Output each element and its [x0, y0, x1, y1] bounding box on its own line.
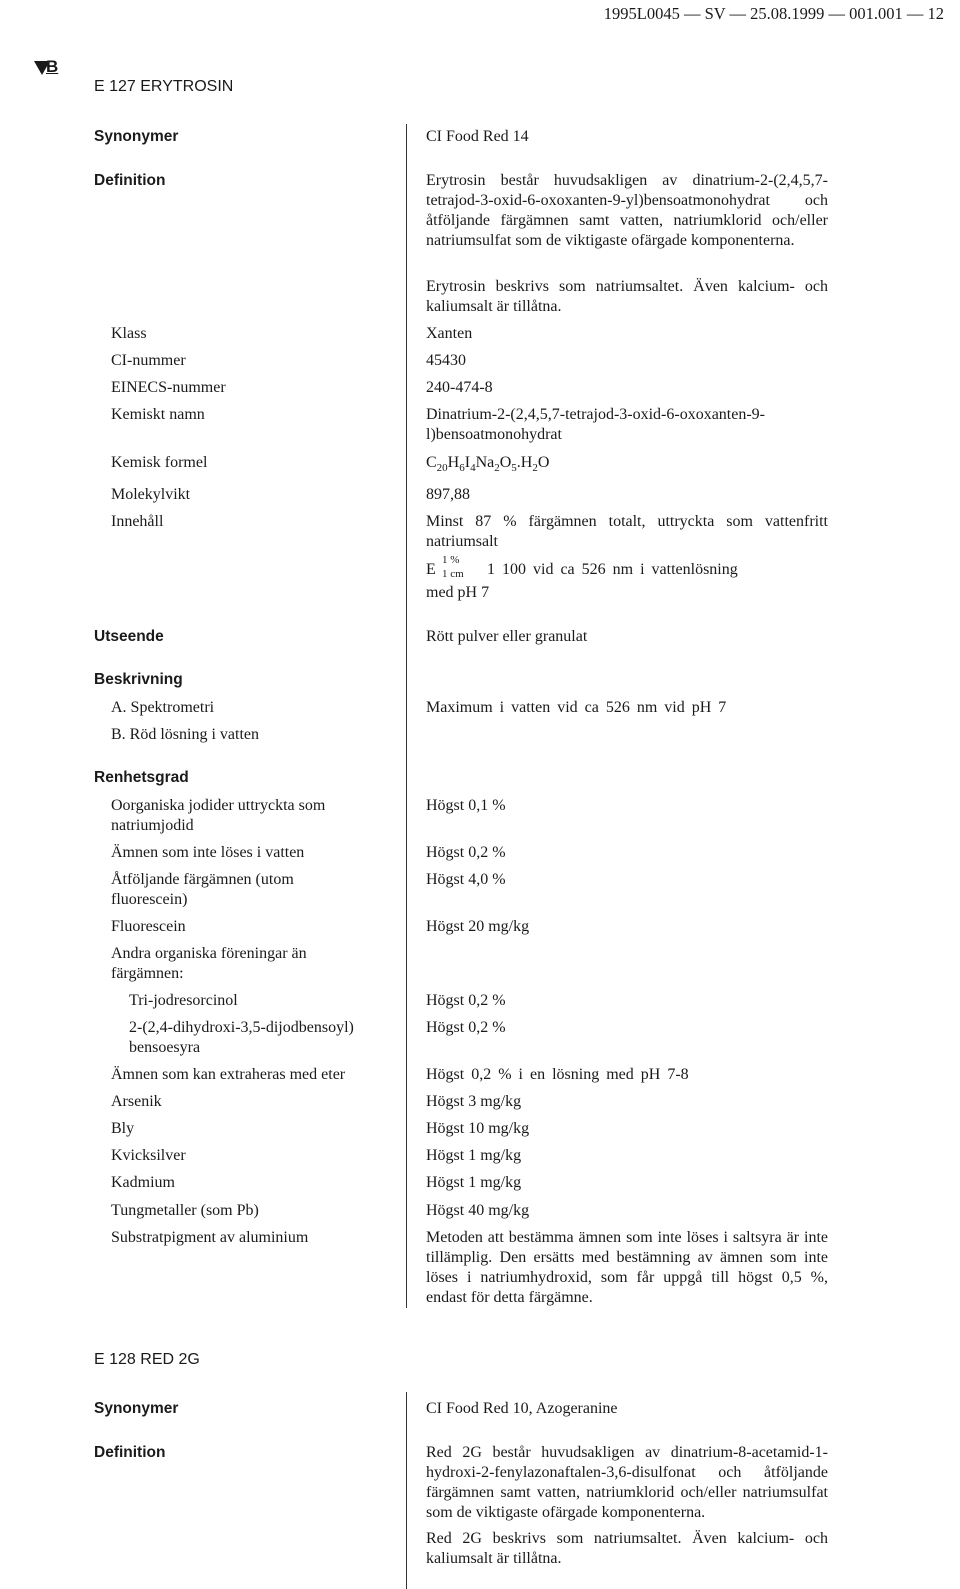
purity-item-label: Arsenik	[111, 1093, 162, 1110]
chemical-formula-label: Kemisk formel	[111, 454, 208, 471]
chemical-formula-value: $C_{20}H_6I_4Na_2O_5.H_2O$	[426, 454, 550, 475]
purity-item-label: Ämnen som inte löses i vatten	[111, 844, 305, 861]
ci-number-label: CI-nummer	[111, 352, 186, 369]
purity-item-label: 2-(2,4-dihydroxi-3,5-dijodbensoyl) bensoesyra	[129, 1019, 354, 1056]
synonymer-value: CI Food Red 10, Azogeranine	[426, 1400, 618, 1417]
purity-item-value: Metoden att bestämma ämnen som inte löses i saltsyra är inte tillämplig. Den ersätts med bestämning av ämnen som inte löses i natriumhydroxid, som får uppgå till högst 0,5 %, endast för detta färgämne.	[426, 1229, 828, 1306]
purity-item-value: Högst 1 mg/kg	[426, 1174, 522, 1191]
chemical-name-value: Dinatrium-2-(2,4,5,7-tetrajod-3-oxid-6-oxoxanten-9-l)bensoatmonohydrat	[426, 406, 766, 443]
purity-item-value: Högst 0,2 %	[426, 992, 506, 1009]
purity-item-value: Högst 0,1 %	[426, 797, 506, 814]
synonymer-value: CI Food Red 14	[426, 128, 529, 145]
appearance-value: Rött pulver eller granulat	[426, 628, 588, 645]
purity-item-label: Kvicksilver	[111, 1147, 186, 1164]
einecs-value: 240-474-8	[426, 379, 493, 396]
purity-item-label: Fluorescein	[111, 918, 186, 935]
molecular-weight-value: 897,88	[426, 486, 470, 503]
klass-label: Klass	[111, 325, 147, 342]
content-value: Minst 87 % färgämnen totalt, uttryckta som vattenfritt natriumsalt	[426, 513, 828, 550]
column-divider	[406, 1392, 407, 1589]
definition-paragraph-2: Red 2G beskrivs som natriumsaltet. Även kalcium- och kaliumsalt är tillåtna.	[426, 1530, 828, 1567]
synonymer-label: Synonymer	[94, 128, 179, 145]
purity-item-value: Högst 0,2 % i en lösning med pH 7-8	[426, 1066, 689, 1083]
definition-label: Definition	[94, 172, 166, 189]
purity-item-label: Ämnen som kan extraheras med eter	[111, 1066, 346, 1083]
definition-paragraph-1: Red 2G består huvudsakligen av dinatrium-8-acetamid-1-hydroxi-2-fenylazonaftalen-3,6-disulfonat och åtföljande färgämnen samt vatten, natriumklorid och/eller natriumsulfat som de viktigaste ofärgade komponenterna.	[426, 1444, 828, 1521]
purity-item-value: Högst 10 mg/kg	[426, 1120, 530, 1137]
purity-item-label: Tungmetaller (som Pb)	[111, 1202, 259, 1219]
definition-paragraph-2: Erytrosin beskrivs som natriumsaltet. Även kalcium- och kaliumsalt är tillåtna.	[426, 278, 828, 315]
purity-item-value: Högst 4,0 %	[426, 871, 506, 888]
klass-value: Xanten	[426, 325, 473, 342]
extinction-symbol: E	[426, 561, 436, 578]
ci-number-value: 45430	[426, 352, 466, 369]
extinction-subscript: 1 cm	[442, 568, 464, 580]
purity-item-label: Oorganiska jodider uttryckta som natriumjodid	[111, 797, 326, 834]
purity-item-label: Bly	[111, 1120, 135, 1137]
purity-item-label: Substratpigment av aluminium	[111, 1229, 309, 1246]
definition-paragraph-1: Erytrosin består huvudsakligen av dinatrium-2-(2,4,5,7-tetrajod-3-oxid-6-oxoxanten-9-yl)bensoatmonohydrat och åtföljande färgämnen samt vatten, natriumklorid och/eller natriumsulfat som de viktigaste ofärgade komponenterna.	[426, 172, 828, 249]
extinction-superscript: 1 %	[442, 554, 460, 566]
purity-item-label: Åtföljande färgämnen (utom fluorescein)	[111, 871, 294, 908]
spectrometry-label: A. Spektrometri	[111, 699, 215, 716]
spectrometry-value: Maximum i vatten vid ca 526 nm vid pH 7	[426, 699, 727, 716]
purity-item-value: Högst 1 mg/kg	[426, 1147, 522, 1164]
extinction-ph: med pH 7	[426, 584, 490, 601]
purity-item-label: Kadmium	[111, 1174, 175, 1191]
purity-item-label: Andra organiska föreningar än färgämnen:	[111, 945, 307, 982]
document-reference: 1995L0045 — SV — 25.08.1999 — 001.001 — 12	[603, 4, 944, 23]
purity-item-value: Högst 20 mg/kg	[426, 918, 530, 935]
einecs-label: EINECS-nummer	[111, 379, 226, 396]
extinction-value: 1 100 vid ca 526 nm i vattenlösning	[487, 561, 738, 578]
synonymer-label: Synonymer	[94, 1400, 179, 1417]
amendment-marker: B	[46, 57, 59, 76]
purity-item-value: Högst 3 mg/kg	[426, 1093, 522, 1110]
red-solution-label: B. Röd lösning i vatten	[111, 726, 259, 743]
content-label: Innehåll	[111, 513, 164, 530]
purity-item-label: Tri-jodresorcinol	[129, 992, 238, 1009]
purity-item-value: Högst 0,2 %	[426, 844, 506, 861]
e128-title: E 128 RED 2G	[94, 1351, 200, 1368]
molecular-weight-label: Molekylvikt	[111, 486, 191, 503]
purity-item-value: Högst 0,2 %	[426, 1019, 506, 1036]
appearance-label: Utseende	[94, 628, 164, 645]
e127-title: E 127 ERYTROSIN	[94, 78, 234, 95]
chemical-name-label: Kemiskt namn	[111, 406, 205, 423]
identification-label: Beskrivning	[94, 671, 183, 688]
column-divider	[406, 124, 407, 1308]
purity-label: Renhetsgrad	[94, 769, 189, 786]
purity-item-value: Högst 40 mg/kg	[426, 1202, 530, 1219]
definition-label: Definition	[94, 1444, 166, 1461]
